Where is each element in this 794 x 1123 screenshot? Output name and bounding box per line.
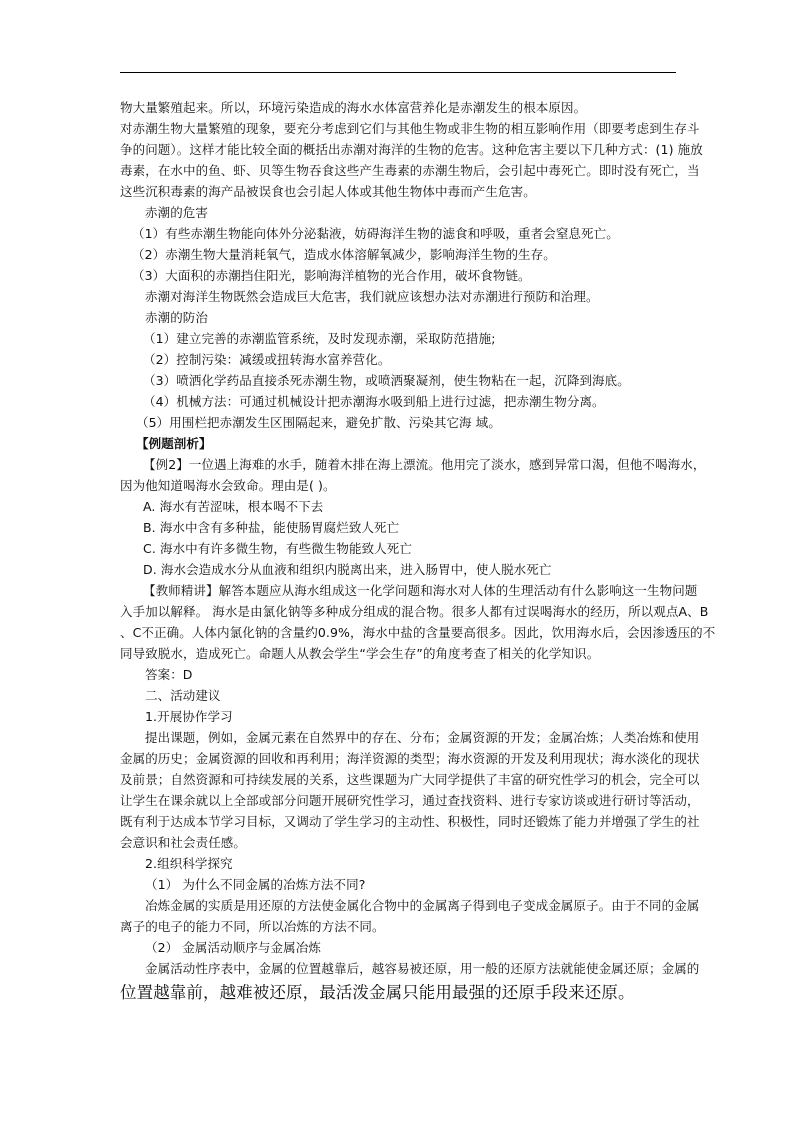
- text-line: 这些沉积毒素的海产品被误食也会引起人体或其他生物体中毒而产生危害。: [120, 184, 536, 199]
- question-text: 【例2】一位遇上海难的水手，随着木排在海上漂流。他用完了淡水，感到异常口渴，但他不喝海水，: [143, 457, 706, 472]
- question-heading: （2） 金属活动顺序与金属冶炼: [145, 940, 321, 955]
- section-heading: 赤潮的防治: [145, 310, 209, 325]
- text-line: 及前景；自然资源和可持续发展的关系，这些课题为广大同学提供了丰富的研究性学习的机会，完全可以: [120, 772, 700, 787]
- explanation-text: 、C不正确。人体内氯化钠的含量约0.9%，海水中盐的含量要高很多。因此，饮用海水后，会因渗透压的不: [120, 625, 716, 640]
- text-line: 提出课题，例如，金属元素在自然界中的存在、分布；金属资源的开发；金属冶炼；人类冶炼和使用: [145, 730, 700, 745]
- option-c: C. 海水中有许多微生物，有些微生物能致人死亡: [143, 541, 412, 556]
- section-heading: 赤潮的危害: [145, 205, 209, 220]
- list-item: （3）喷洒化学药品直接杀死赤潮生物，或喷洒聚凝剂，使生物粘在一起，沉降到海底。: [143, 373, 630, 388]
- text-line: 离子的电子的能力不同，所以冶炼的方法不同。: [120, 919, 385, 934]
- text-line: 既有利于达成本节学习目标，又调动了学生学习的主动性、积极性，同时还锻炼了能力并增强了学生的社: [120, 814, 700, 829]
- list-item: （1）有些赤潮生物能向体外分泌黏液，妨碍海洋生物的滤食和呼吸，重者会窒息死亡。: [132, 226, 619, 241]
- text-line: 对赤潮生物大量繁殖的现象，要充分考虑到它们与其他生物或非生物的相互影响作用（即要考虑到生存斗: [120, 121, 700, 136]
- option-d: D. 海水会造成水分从血液和组织内脱离出来，进入肠胃中，使人脱水死亡: [143, 562, 552, 577]
- list-item: （2）赤潮生物大量消耗氧气，造成水体溶解氧减少，影响海洋生物的生存。: [132, 247, 556, 262]
- option-b: B. 海水中含有多种盐，能使肠胃腐烂致人死亡: [143, 520, 400, 535]
- list-item: （4）机械方法：可通过机械设计把赤潮海水吸到船上进行过滤，把赤潮生物分离。: [143, 394, 605, 409]
- text-line: 毒素，在水中的鱼、虾、贝等生物吞食这些产生毒素的赤潮生物后，会引起中毒死亡。即时没有死亡，当: [120, 163, 700, 178]
- answer-text: 答案：D: [145, 667, 193, 682]
- option-a: A. 海水有苦涩味，根本喝不下去: [143, 499, 324, 514]
- text-line: 物大量繁殖起来。所以，环境污染造成的海水水体富营养化是赤潮发生的根本原因。: [120, 100, 587, 115]
- example-heading: 【例题剖析】: [136, 436, 212, 451]
- explanation-text: 入手加以解释。 海水是由氯化钠等多种成分组成的混合物。很多人都有过误喝海水的经历，所以观点A、B: [120, 604, 709, 619]
- text-line: 争的问题）。这样才能比较全面的概括出赤潮对海洋的生物的危害。这种危害主要以下几种方式：(1) 施放: [120, 142, 703, 157]
- text-line: 赤潮对海洋生物既然会造成巨大危害，我们就应该想办法对赤潮进行预防和治理。: [145, 289, 599, 304]
- section-heading: 二、活动建议: [145, 688, 221, 703]
- list-item: （3）大面积的赤潮挡住阳光，影响海洋植物的光合作用，破坏食物链。: [132, 268, 531, 283]
- subsection-heading: 1.开展协作学习: [145, 709, 233, 724]
- explanation-text: 【教师精讲】解答本题应从海水组成这一化学问题和海水对人体的生理活动有什么影响这一生物问题: [143, 583, 698, 598]
- list-item: （5）用围栏把赤潮发生区围隔起来，避免扩散、污染其它海 域。: [136, 415, 501, 430]
- text-line: 让学生在课余就以上全部或部分问题开展研究性学习，通过查找资料、进行专家访谈或进行研讨等活动，: [120, 793, 700, 808]
- question-text: 因为他知道喝海水会致命。理由是( )。: [120, 478, 336, 493]
- text-line: 会意识和社会责任感。: [120, 835, 247, 850]
- text-line: 金属的历史；金属资源的回收和再利用；海洋资源的类型；海水资源的开发及利用现状；海水淡化的现状: [120, 751, 700, 766]
- subsection-heading: 2.组织科学探究: [145, 856, 233, 871]
- explanation-text: 同导致脱水，造成死亡。命题人从教会学生“学会生存”的角度考查了相关的化学知识。: [120, 646, 600, 661]
- question-heading: （1） 为什么不同金属的冶炼方法不同?: [145, 877, 366, 892]
- text-line: 金属活动性序表中，金属的位置越靠后，越容易被还原，用一般的还原方法就能使金属还原；金属的: [145, 961, 700, 976]
- list-item: （2）控制污染：减缓或扭转海水富养营化。: [143, 352, 391, 367]
- list-item: （1）建立完善的赤潮监管系统，及时发现赤潮，采取防范措施;: [143, 331, 496, 346]
- header-rule: [120, 72, 676, 73]
- text-line: 冶炼金属的实质是用还原的方法使金属化合物中的金属离子得到电子变成金属原子。由于不同的金属: [145, 898, 700, 913]
- text-line: 位置越靠前，越难被还原，最活泼金属只能用最强的还原手段来还原。: [120, 983, 635, 1002]
